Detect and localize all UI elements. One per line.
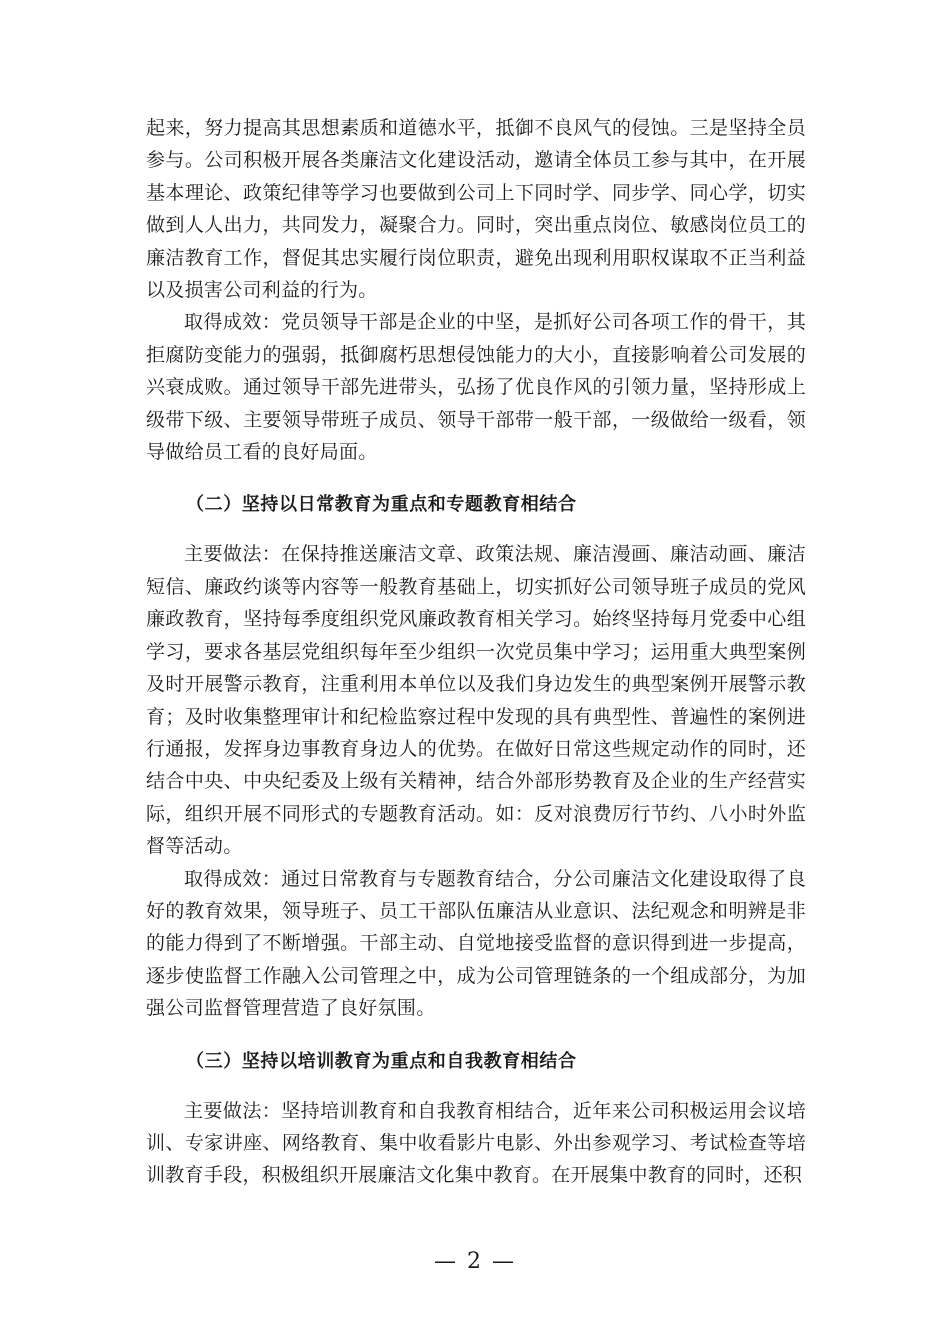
spacer	[146, 521, 806, 538]
spacer	[146, 468, 806, 489]
paragraph-methods-2: 主要做法：在保持推送廉洁文章、政策法规、廉洁漫画、廉洁动画、廉洁短信、廉政约谈等内容等一般教育基础上，切实抓好公司领导班子成员的党风廉政教育，坚持每季度组织党风廉政教育相关学习。始终坚持每月党委中心组学习，要求各基层党组织每年至少组织一次党员集中学习；运用重大典型案例及时开展警示教育，注重利用本单位以及我们身边发生的典型案例开展警示教育；及时收集整理审计和纪检监察过程中发现的具有典型性、普遍性的案例进行通报，发挥身边事教育身边人的优势。在做好日常这些规定动作的同时，还结合中央、中央纪委及上级有关精神，结合外部形势教育及企业的生产经营实际，组织开展不同形式的专题教育活动。如：反对浪费厉行节约、八小时外监督等活动。	[146, 543, 806, 858]
document-body	[146, 112, 806, 1192]
spacer	[146, 1025, 806, 1046]
paragraph-results-2: 取得成效：通过日常教育与专题教育结合，分公司廉洁文化建设取得了良好的教育效果，领导班子、员工干部队伍廉洁从业意识、法纪观念和明辨是非的能力得到了不断增强。干部主动、自觉地接受监督的意识得到进一步提高，逐步使监督工作融入公司管理之中，成为公司管理链条的一个组成部分，为加强公司监督管理营造了良好氛围。	[146, 867, 806, 1020]
page-number: — 2 —	[434, 1249, 516, 1274]
spacer	[146, 1078, 806, 1095]
paragraph-methods-3: 主要做法：坚持培训教育和自我教育相结合，近年来公司积极运用会议培训、专家讲座、网络教育、集中收看影片电影、外出参观学习、考试检查等培训教育手段，积极组织开展廉洁文化集中教育。在开展集中教育的同时，还积	[146, 1099, 806, 1187]
section-heading-3: （三）坚持以培训教育为重点和自我教育相结合	[186, 1050, 577, 1072]
paragraph-continuation: 起来，努力提高其思想素质和道德水平，抵御不良风气的侵蚀。三是坚持全员参与。公司积极开展各类廉洁文化建设活动，邀请全体员工参与其中，在开展基本理论、政策纪律等学习也要做到公司上下同时学、同步学、同心学，切实做到人人出力，共同发力，凝聚合力。同时，突出重点岗位、敏感岗位员工的廉洁教育工作，督促其忠实履行岗位职责，避免出现利用职权谋取不正当利益以及损害公司利益的行为。	[146, 117, 806, 302]
paragraph-results-1: 取得成效：党员领导干部是企业的中坚，是抓好公司各项工作的骨干，其拒腐防变能力的强弱，抵御腐朽思想侵蚀能力的大小，直接影响着公司发展的兴衰成败。通过领导干部先进带头，弘扬了优良作风的引领力量，坚持形成上级带下级、主要领导带班子成员、领导干部带一般干部，一级做给一级看，领导做给员工看的良好局面。	[146, 311, 806, 464]
section-heading-2: （二）坚持以日常教育为重点和专题教育相结合	[186, 494, 577, 516]
